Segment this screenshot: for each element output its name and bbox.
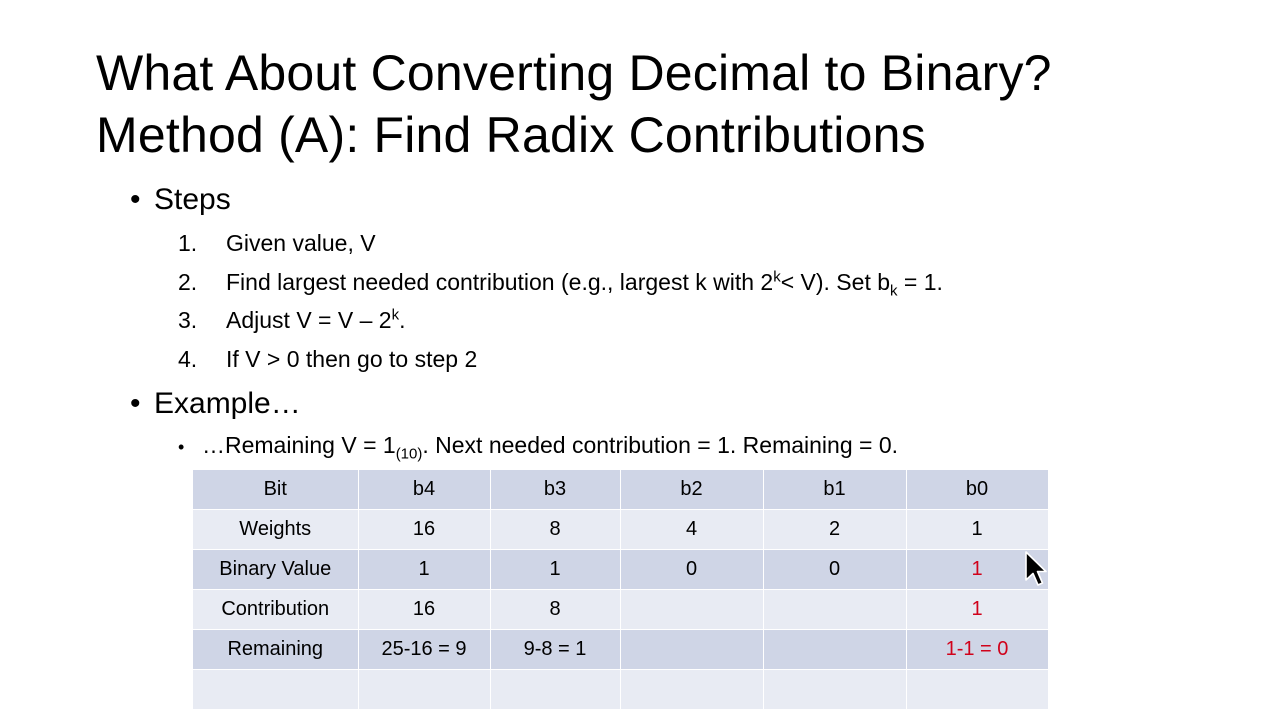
table-cell-b1 (763, 670, 906, 710)
step-4 (178, 340, 943, 379)
table-cell-b1 (763, 630, 906, 670)
example-text: . Next needed contribution = 1. Remaining = 0. (422, 432, 899, 458)
table-cell-b4: 25-16 = 9 (358, 630, 490, 670)
bullet-dot: • (130, 387, 141, 420)
table-cell-b3: b3 (490, 470, 620, 510)
steps-list (178, 224, 943, 378)
table-row-weights (193, 510, 1048, 550)
table-cell-b2: b2 (620, 470, 763, 510)
table-cell-b3: 1 (490, 550, 620, 590)
step-text: If V > 0 then go to step 2 (226, 345, 478, 372)
table-cell-b3 (490, 670, 620, 710)
slide-title (96, 42, 1052, 166)
steps-heading: Steps (154, 183, 231, 216)
table-cell-b0 (906, 670, 1048, 710)
example-heading: Example… (154, 387, 301, 420)
step-number: 4. (178, 345, 198, 372)
example-bullet (130, 386, 301, 422)
step-number: 3. (178, 307, 198, 333)
row-label (193, 670, 358, 710)
table-cell-b4 (358, 670, 490, 710)
example-line (178, 428, 898, 464)
row-label: Remaining (193, 630, 358, 670)
table-cell-b4: 16 (358, 510, 490, 550)
step-text: . (399, 307, 406, 333)
step-number: 1. (178, 230, 198, 256)
table-cell-b4: b4 (358, 470, 490, 510)
table-cell-b4: 1 (358, 550, 490, 590)
title-line-2: Method (A): Find Radix Contributions (96, 107, 926, 163)
step-text: = 1. (897, 268, 943, 295)
table-cell-b0: b0 (906, 470, 1048, 510)
table-cell-b2 (620, 590, 763, 630)
subscript: k (890, 282, 898, 300)
table-cell-b1: b1 (763, 470, 906, 510)
steps-bullet (130, 182, 231, 218)
table-cell-b1 (763, 590, 906, 630)
step-1 (178, 224, 943, 263)
example-text: …Remaining V = 1 (202, 432, 396, 458)
table-cell-b0: 1 (906, 510, 1048, 550)
row-label: Bit (193, 470, 358, 510)
subscript: (10) (395, 445, 423, 463)
step-number: 2. (178, 268, 198, 295)
table-row-bit (193, 470, 1048, 510)
table-cell-b3: 8 (490, 510, 620, 550)
step-3 (178, 301, 943, 340)
table-cell-b3: 8 (490, 590, 620, 630)
table-cell-b1: 2 (763, 510, 906, 550)
step-text: Adjust V = V – 2 (226, 307, 392, 333)
table-cell-b0: 1 (906, 590, 1048, 630)
table-cell-b3: 9-8 = 1 (490, 630, 620, 670)
step-2 (178, 263, 943, 302)
table-row-contribution (193, 590, 1048, 630)
table-row-empty (193, 670, 1048, 710)
table-cell-b2 (620, 670, 763, 710)
table-cell-b2: 0 (620, 550, 763, 590)
table-cell-b0: 1 (906, 550, 1048, 590)
table-cell-b2 (620, 630, 763, 670)
table-cell-b4: 16 (358, 590, 490, 630)
superscript: k (391, 306, 400, 324)
sub-bullet-dot: • (178, 437, 185, 457)
row-label: Binary Value (193, 550, 358, 590)
superscript: k (773, 267, 781, 285)
table-cell-b0: 1-1 = 0 (906, 630, 1048, 670)
table-cell-b2: 4 (620, 510, 763, 550)
mouse-pointer-icon (1024, 550, 1048, 588)
table-row-remaining (193, 630, 1048, 670)
row-label: Contribution (193, 590, 358, 630)
step-text: < V). Set b (780, 268, 891, 295)
radix-table (193, 470, 1049, 710)
step-text: Find largest needed contribution (e.g., largest k with 2 (226, 268, 774, 295)
step-text: Given value, V (226, 230, 376, 256)
row-label: Weights (193, 510, 358, 550)
title-line-1: What About Converting Decimal to Binary? (96, 45, 1052, 101)
table-cell-b1: 0 (763, 550, 906, 590)
table-row-binary-value (193, 550, 1048, 590)
bullet-dot: • (130, 183, 141, 216)
